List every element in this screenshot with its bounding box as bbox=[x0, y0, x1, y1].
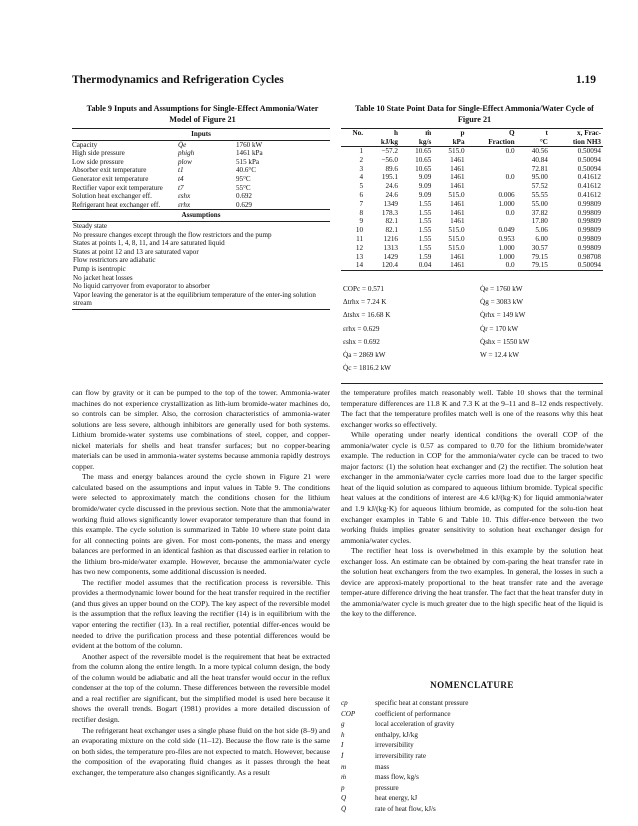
input-row bbox=[72, 158, 330, 167]
assumption-item: No liquid carryover from evaporator to absorber bbox=[73, 282, 211, 291]
summary-item: Q̇c = 1816.2 kW bbox=[343, 364, 391, 373]
table-cell: 55.55 bbox=[531, 190, 548, 199]
table-cell: 0.99809 bbox=[577, 217, 601, 226]
nomenclature-item bbox=[341, 783, 603, 794]
table-cell: 515.0 bbox=[448, 190, 465, 199]
table-cell: 57.52 bbox=[531, 182, 548, 191]
table-cell: 17.80 bbox=[531, 217, 548, 226]
column-unit: tion NH3 bbox=[550, 138, 603, 147]
nomenclature-symbol: ṁ bbox=[341, 773, 347, 782]
table-cell: 10.65 bbox=[415, 164, 432, 173]
nomenclature-item bbox=[341, 709, 603, 720]
input-value: 95°C bbox=[236, 174, 251, 183]
paragraph: The rectifier heat loss is overwhelmed in this example by the solution heat exchanger loss. An estimate can be obtained by com-paring the heat transfer rate in the solution heat exchangers from the two examples. In general, the losses in such a device are approxi-mately proportional to the heat transfer rate and the average temper-ature difference driving the heat transfer. The fact that the heat transfer duty in the ammonia/water cycle is much greater due to the high specific heat of the liquid is the key to the difference. bbox=[341, 546, 603, 619]
assumption-item: No pressure changes except through the flow restrictors and the pump bbox=[73, 230, 272, 239]
table-row bbox=[341, 200, 603, 209]
table-cell: 0.0 bbox=[467, 261, 517, 270]
summary-item: Q̇rhx = 149 kW bbox=[480, 311, 526, 320]
table-cell: 40.84 bbox=[531, 155, 548, 164]
summary-item: Q̇r = 170 kW bbox=[480, 324, 519, 333]
table-cell: 0.50094 bbox=[577, 164, 601, 173]
table-cell: 24.6 bbox=[385, 190, 399, 199]
table-cell: 1461 bbox=[433, 261, 466, 270]
table-row bbox=[341, 191, 603, 200]
table-cell: 89.6 bbox=[385, 164, 399, 173]
summary-item: εshx = 0.692 bbox=[343, 337, 380, 346]
table-cell: 0.41612 bbox=[577, 190, 601, 199]
nomenclature-definition: irreversibility rate bbox=[375, 751, 427, 760]
table-cell: 0.0 bbox=[505, 173, 515, 182]
table-cell: 10.65 bbox=[415, 147, 432, 155]
table-cell: 40.56 bbox=[531, 147, 548, 155]
column-header: h bbox=[365, 129, 400, 138]
input-symbol: εrhx bbox=[178, 200, 191, 209]
nomenclature-item bbox=[341, 719, 603, 730]
nomenclature-list bbox=[341, 698, 603, 815]
table-cell: 0.41612 bbox=[577, 173, 601, 182]
table-cell: 0.50094 bbox=[577, 147, 601, 155]
input-label: Solution heat exchanger eff. bbox=[72, 192, 152, 201]
paragraph: The mass and energy balances around the cycle shown in Figure 21 were calculated based on the assumptions and input values in Table 9. The conditions were selected to approximately match the conditions chosen for the lithium bromide/water cycle discussed in the previous section. Note that the ammonia/water working fluid allows significantly lower evaporator temperature than that found in this example. The cycle solution is summarized in Table 10 where state point data for all connecting points are given. For most com-ponents, the mass and energy balances are performed in an identical fashion as that discussed earlier in relation to the lithium bro-mide/water example. However, because the ammonia/water cycle has two new components, some additional discussion is needed. bbox=[72, 472, 330, 577]
input-symbol: plow bbox=[178, 157, 192, 166]
table-cell: 0.99809 bbox=[577, 243, 601, 252]
table-cell: 1461 bbox=[450, 208, 465, 217]
input-label: High side pressure bbox=[72, 149, 125, 158]
table-cell: 37.82 bbox=[531, 208, 548, 217]
table-cell: 6.00 bbox=[535, 234, 548, 243]
table-cell: 515.0 bbox=[448, 226, 465, 235]
nomenclature-item bbox=[341, 698, 603, 709]
table-cell: 9.09 bbox=[418, 173, 432, 182]
input-value: 0.692 bbox=[236, 192, 252, 201]
table-row bbox=[341, 173, 603, 182]
table-cell: 5.06 bbox=[535, 226, 548, 235]
table-row bbox=[341, 244, 603, 253]
table-cell: 55.00 bbox=[531, 199, 548, 208]
nomenclature-item bbox=[341, 751, 603, 762]
nomenclature-definition: mass bbox=[375, 762, 390, 771]
table-cell: 1.000 bbox=[498, 199, 515, 208]
table-row bbox=[341, 217, 603, 226]
table-cell: 8 bbox=[359, 208, 364, 217]
nomenclature-symbol: I bbox=[341, 741, 344, 750]
nomenclature-item bbox=[341, 762, 603, 773]
inputs-list bbox=[72, 141, 330, 210]
nomenclature-title: NOMENCLATURE bbox=[430, 680, 514, 690]
nomenclature-symbol: g bbox=[341, 720, 345, 729]
input-row bbox=[72, 149, 330, 158]
input-symbol: t1 bbox=[178, 166, 184, 175]
input-value: 55°C bbox=[236, 183, 251, 192]
table-cell: 9 bbox=[359, 217, 364, 226]
table-cell: 0.41612 bbox=[577, 182, 601, 191]
table-cell: 1.000 bbox=[498, 252, 515, 261]
paragraph: The refrigerant heat exchanger uses a single phase fluid on the hot side (8–9) and an evaporating mixture on the cold side (11–12). Because the flow rate is the same on both sides, the temperature pro-files are not expected to match. However, because the composition of the evaporating fluid changes as it passes through the heat exchanger, the temperature also changes significantly. As a result bbox=[72, 725, 330, 777]
table-cell: 0.99809 bbox=[577, 234, 601, 243]
summary-item: COPc = 0.571 bbox=[343, 285, 384, 293]
table-cell: 1.000 bbox=[498, 243, 515, 252]
table-cell: 1.55 bbox=[418, 208, 432, 217]
body-text-left bbox=[72, 388, 330, 778]
table-cell: 515.0 bbox=[448, 243, 465, 252]
nomenclature-symbol: Q bbox=[341, 794, 347, 803]
paragraph: While operating under nearly identical conditions the overall COP of the ammonia/water cycle is 0.57 as compared to 0.70 for the lithium bromide/water example. The reduction in COP for the ammonia/water cycle can be traced to two major factors: (1) the solution heat exchanger and (2) the rectifier. The solution heat exchanger in the ammonia/water cycle carries more load due to the larger specific heat of the liquid solution as compared to aqueous lithium bromide. Typical specific heat values at the conditions of interest are 4.6 kJ/(kg·K) for liquid ammonia/water and 1.9 kJ/(kg·K) for aqueous lithium bromide, as computed for the solu-tion heat exchanger examples in Table 6 and Table 10. This differ-ence between the two working fluids implies greater sensitivity to solution heat exchanger design for ammonia/water cycles. bbox=[341, 430, 603, 545]
nomenclature-item bbox=[341, 740, 603, 751]
table-cell: 0.953 bbox=[498, 234, 515, 243]
table-cell: 0.99809 bbox=[577, 199, 601, 208]
nomenclature-item bbox=[341, 730, 603, 741]
table-cell: 195.1 bbox=[381, 173, 399, 182]
table-cell: 9.09 bbox=[418, 190, 432, 199]
assumption-item: Steady state bbox=[73, 221, 108, 230]
table-row bbox=[341, 209, 603, 218]
input-symbol: phigh bbox=[178, 149, 195, 158]
table-cell: 2 bbox=[359, 155, 364, 164]
input-label: Refrigerant heat exchanger eff. bbox=[72, 200, 161, 209]
table-cell: 0.99809 bbox=[577, 208, 601, 217]
table10-caption: Table 10 State Point Data for Single-Effect Ammonia/Water Cycle of Figure 21 bbox=[355, 104, 594, 124]
assumption-item: States at points 1, 4, 8, 11, and 14 are saturated liquid bbox=[73, 239, 225, 248]
table-cell: 515.0 bbox=[448, 147, 465, 155]
table-cell: 5 bbox=[359, 182, 364, 191]
column-header: ṁ bbox=[400, 129, 433, 138]
page-number: 1.19 bbox=[575, 74, 596, 86]
nomenclature-definition: enthalpy, kJ/kg bbox=[375, 730, 418, 739]
table-cell: 12 bbox=[355, 243, 364, 252]
column-unit: kJ/kg bbox=[365, 138, 400, 147]
nomenclature-definition: local acceleration of gravity bbox=[375, 720, 455, 729]
assumption-item: Flow restrictors are adiabatic bbox=[73, 256, 156, 265]
table-cell: 7 bbox=[359, 199, 364, 208]
table-cell: 1 bbox=[359, 147, 364, 155]
nomenclature-item bbox=[341, 793, 603, 804]
input-value: 40.6°C bbox=[236, 166, 256, 175]
summary-item: Q̇a = 2869 kW bbox=[343, 351, 386, 360]
table-cell: 1461 bbox=[450, 252, 465, 261]
table-cell: 10.65 bbox=[415, 155, 432, 164]
assumption-item: States at point 12 and 13 are saturated vapor bbox=[73, 247, 199, 256]
table-cell: 1.59 bbox=[418, 252, 432, 261]
input-value: 1461 kPa bbox=[236, 149, 263, 158]
nomenclature-symbol: COP bbox=[341, 709, 356, 718]
input-label: Rectifier vapor exit temperature bbox=[72, 183, 163, 192]
table-cell: 79.15 bbox=[517, 261, 550, 270]
table-cell: 1461 bbox=[450, 217, 465, 226]
table9 bbox=[72, 128, 330, 310]
input-symbol: Q̇e bbox=[178, 140, 187, 149]
table-cell: 13 bbox=[355, 252, 364, 261]
table-cell: 0.50094 bbox=[550, 261, 603, 270]
assumption-item: Pump is isentropic bbox=[73, 264, 126, 273]
table-cell: 0.50094 bbox=[577, 155, 601, 164]
input-label: Capacity bbox=[72, 140, 98, 149]
nomenclature-definition: coefficient of performance bbox=[375, 709, 451, 718]
nomenclature-symbol: Q̇ bbox=[341, 804, 347, 813]
inputs-heading: Inputs bbox=[72, 128, 330, 141]
assumptions-heading: Assumptions bbox=[72, 209, 330, 222]
table-cell bbox=[467, 156, 517, 165]
column-unit: kPa bbox=[433, 138, 466, 147]
paragraph: Another aspect of the reversible model is the requirement that heat be extracted from the column along the entire length. In a more typical column design, the body of the column would be adiabatic and all the heat transfer would occur in the reflux condenser at the top of the column. These differences between the reversible model and a real rectifier are significant, but the simplified model is used here because it shows the overall trends. Bogart (1981) provides a more detailed discussion of rectifier design. bbox=[72, 651, 330, 724]
input-value: 1760 kW bbox=[236, 140, 263, 149]
table9-caption: Table 9 Inputs and Assumptions for Single-Effect Ammonia/Water Model of Figure 21 bbox=[86, 104, 319, 124]
table-row bbox=[341, 226, 603, 235]
table10 bbox=[341, 128, 603, 271]
table-row bbox=[341, 253, 603, 262]
table-cell: −56.0 bbox=[381, 155, 399, 164]
running-title: Thermodynamics and Refrigeration Cycles bbox=[72, 74, 284, 86]
table-cell: 1461 bbox=[450, 155, 465, 164]
input-row bbox=[72, 201, 330, 210]
column-header: p bbox=[433, 129, 466, 138]
table-cell: 6 bbox=[359, 190, 364, 199]
table-cell: 0.98708 bbox=[577, 252, 601, 261]
input-row bbox=[72, 192, 330, 201]
table-cell: 1429 bbox=[383, 252, 399, 261]
nomenclature-symbol: p bbox=[341, 783, 345, 792]
nomenclature-symbol: İ bbox=[341, 751, 344, 760]
table-row bbox=[341, 261, 603, 270]
table-cell: 120.4 bbox=[365, 261, 400, 270]
assumption-item: No jacket heat losses bbox=[73, 273, 133, 282]
table-cell: 82.1 bbox=[385, 226, 399, 235]
summary-item: Δtshx = 16.68 K bbox=[343, 311, 391, 320]
table-cell bbox=[467, 217, 517, 226]
table-cell: 1.55 bbox=[418, 226, 432, 235]
table-cell: 0.006 bbox=[498, 190, 515, 199]
table-cell: 1461 bbox=[450, 199, 465, 208]
nomenclature-item bbox=[341, 804, 603, 815]
table-cell: 515.0 bbox=[448, 234, 465, 243]
input-value: 515 kPa bbox=[236, 157, 260, 166]
table-cell: 1216 bbox=[383, 234, 399, 243]
table-cell: 24.6 bbox=[385, 182, 399, 191]
input-label: Absorber exit temperature bbox=[72, 166, 147, 175]
input-label: Generator exit temperature bbox=[72, 174, 149, 183]
table-row bbox=[341, 147, 603, 156]
table-cell: 0.0 bbox=[505, 147, 515, 155]
nomenclature-definition: mass flow, kg/s bbox=[375, 773, 419, 782]
assumption-item: Vapor leaving the generator is at the equilibrium temperature of the enter-ing solution stream bbox=[73, 290, 316, 308]
summary-item: Δtrhx = 7.24 K bbox=[343, 298, 387, 307]
nomenclature-symbol: m bbox=[341, 762, 347, 771]
nomenclature-symbol: cp bbox=[341, 699, 348, 707]
table-cell: 0.99809 bbox=[577, 226, 601, 235]
table-cell: 1.55 bbox=[418, 243, 432, 252]
column-unit bbox=[341, 138, 365, 147]
table-cell: 3 bbox=[359, 164, 364, 173]
input-row bbox=[72, 141, 330, 150]
input-value: 0.629 bbox=[236, 200, 252, 209]
table-cell: −57.2 bbox=[381, 147, 399, 155]
table-row bbox=[341, 235, 603, 244]
input-symbol: εshx bbox=[178, 192, 191, 201]
table-cell: 72.81 bbox=[531, 164, 548, 173]
table-cell: 4 bbox=[359, 173, 364, 182]
column-header: t bbox=[517, 129, 550, 138]
table-cell: 0.04 bbox=[400, 261, 433, 270]
table-row bbox=[341, 165, 603, 174]
table-cell: 79.15 bbox=[531, 252, 548, 261]
table-cell: 1.55 bbox=[418, 234, 432, 243]
column-header: x, Frac- bbox=[550, 129, 603, 138]
table-cell: 1.55 bbox=[418, 217, 432, 226]
nomenclature-item bbox=[341, 772, 603, 783]
nomenclature-definition: heat energy, kJ bbox=[375, 794, 418, 803]
table-cell: 95.00 bbox=[531, 173, 548, 182]
table10-summary bbox=[341, 280, 603, 384]
input-row bbox=[72, 175, 330, 184]
input-label: Low side pressure bbox=[72, 157, 124, 166]
table-cell: 1313 bbox=[383, 243, 399, 252]
nomenclature-symbol: h bbox=[341, 730, 345, 739]
column-header: No. bbox=[341, 129, 365, 138]
table-cell: 30.57 bbox=[531, 243, 548, 252]
table-cell bbox=[467, 182, 517, 191]
table-cell: 1349 bbox=[383, 199, 399, 208]
table-cell: 178.3 bbox=[381, 208, 399, 217]
summary-item: Q̇g = 3083 kW bbox=[480, 298, 523, 307]
summary-item: Q̇shx = 1550 kW bbox=[480, 337, 530, 346]
table-cell bbox=[467, 165, 517, 174]
input-row bbox=[72, 184, 330, 193]
assumptions-list bbox=[72, 222, 330, 308]
nomenclature-definition: rate of heat flow, kJ/s bbox=[375, 804, 436, 813]
table-cell: 10 bbox=[355, 226, 364, 235]
table-cell: 0.049 bbox=[498, 226, 515, 235]
paragraph: can flow by gravity or it can be pumped to the top of the tower. Ammonia-water machines do not experience crystallization as lith-ium bromide-water machines do, so controls can be simpler. Also, the corrosion characteristics of ammonia-water solutions are less severe, although inhibitors are generally used for both systems. Lithium bromide-water systems use combinations of steel, copper, and copper-nickel materials for shells and heat transfer surfaces; but no copper-bearing materials can be used in ammonia-water systems because ammonia rapidly destroys copper. bbox=[72, 388, 330, 471]
table-cell: 1461 bbox=[450, 173, 465, 182]
table-cell: 1461 bbox=[450, 164, 465, 173]
column-unit: kg/s bbox=[400, 138, 433, 147]
table-cell: 14 bbox=[341, 261, 365, 270]
paragraph: The rectifier model assumes that the rectification process is reversible. This provides a thermodynamic lower bound for the heat transfer required in the rectifier (and thus gives an upper bound on the COP). The key aspect of the reversible model is the assumption that the reflux leaving the rectifier (14) is in equilibrium with the vapor entering the rectifier (13). In a real rectifier, potential differ-ences would be needed to drive the purification process and these potential differences would be evident at the bottom of the column. bbox=[72, 577, 330, 651]
table-cell: 0.0 bbox=[505, 208, 515, 217]
nomenclature-definition: pressure bbox=[375, 783, 399, 792]
nomenclature-definition: irreversibility bbox=[375, 741, 414, 750]
nomenclature-definition: specific heat at constant pressure bbox=[375, 699, 469, 707]
summary-item: Q̇e = 1760 kW bbox=[480, 285, 523, 293]
column-unit: Fraction bbox=[467, 138, 517, 147]
table-cell: 1461 bbox=[450, 182, 465, 191]
table-cell: 82.1 bbox=[385, 217, 399, 226]
input-symbol: t7 bbox=[178, 183, 184, 192]
table-row bbox=[341, 156, 603, 165]
table-row bbox=[341, 182, 603, 191]
table-cell: 9.09 bbox=[418, 182, 432, 191]
paragraph: the temperature profiles match reasonably well. Table 10 shows that the terminal temperature differences are 11.8 K and 7.3 K at the 9–11 and 8–12 ends respectively. The fact that the temperature profiles match well is one of the reasons why this heat exchanger works so effectively. bbox=[341, 388, 603, 429]
column-header: Q bbox=[467, 129, 517, 138]
body-text-right bbox=[341, 388, 603, 620]
input-row bbox=[72, 166, 330, 175]
table-cell: 1.55 bbox=[418, 199, 432, 208]
summary-item: W = 12.4 kW bbox=[480, 351, 520, 360]
table-cell: 11 bbox=[356, 234, 364, 243]
summary-item: εrhx = 0.629 bbox=[343, 324, 380, 333]
input-symbol: t4 bbox=[178, 174, 184, 183]
column-unit: °C bbox=[517, 138, 550, 147]
